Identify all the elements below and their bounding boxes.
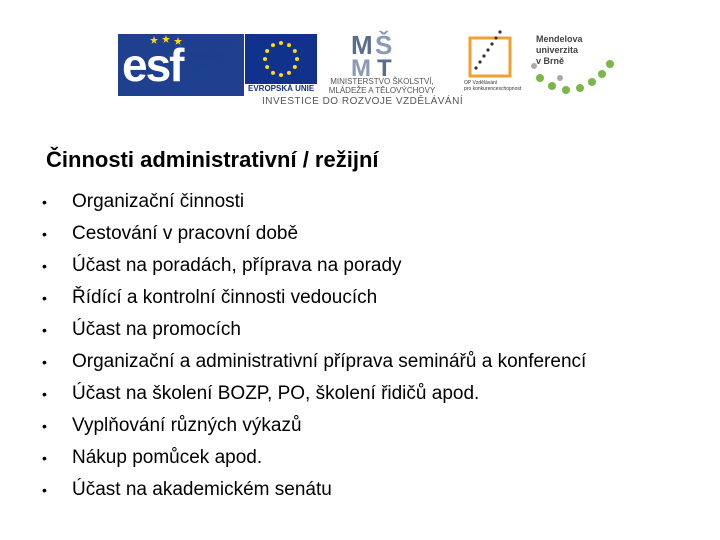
op-caption-line: pro konkurenceschopnost	[464, 86, 522, 92]
bullet-icon: •	[42, 386, 47, 402]
msmt-caption-line: MLÁDEŽE A TĚLOVÝCHOVY	[328, 86, 436, 95]
eu-star	[271, 71, 275, 75]
mendel-line: univerzita	[536, 45, 579, 55]
esf-wordmark: esf	[122, 39, 183, 91]
list-item-text: Organizační činnosti	[72, 191, 245, 212]
list-item-text: Účast na promocích	[72, 319, 241, 340]
eu-star	[265, 49, 269, 53]
eu-star	[287, 43, 291, 47]
list-item-text: Řídící a kontrolní činnosti vedoucích	[72, 287, 378, 308]
list-item-text: Organizační a administrativní příprava seminářů a konferencí	[72, 351, 587, 372]
eu-star	[293, 65, 297, 69]
esf-caption	[190, 40, 238, 73]
eu-stars-icon	[245, 34, 317, 84]
eu-star	[263, 57, 267, 61]
bullet-icon: •	[42, 226, 47, 242]
bullet-icon: •	[42, 258, 47, 274]
msmt-logo	[345, 30, 415, 78]
esf-caption-line: evropský	[190, 39, 239, 51]
mendel-wordmark	[536, 34, 583, 67]
svg-text:M: M	[351, 55, 371, 78]
bullet-icon: •	[42, 322, 47, 338]
bullet-icon: •	[42, 482, 47, 498]
op-logo	[462, 28, 520, 84]
list-item-text: Účast na poradách, příprava na porady	[72, 255, 402, 276]
bullet-icon: •	[42, 354, 47, 370]
esf-caption-line: fond v ČR	[190, 62, 235, 73]
list-item-text: Účast na školení BOZP, PO, školení řidičů apod.	[72, 383, 480, 404]
msmt-caption-line: MINISTERSTVO ŠKOLSTVÍ,	[330, 77, 434, 86]
list-item-text: Vyplňování různých výkazů	[72, 415, 302, 436]
eu-star	[287, 71, 291, 75]
eu-star	[293, 49, 297, 53]
op-caption	[464, 80, 521, 92]
msmt-caption	[322, 77, 442, 95]
op-caption-line: OP Vzdělávání	[464, 80, 498, 86]
investice-tagline: INVESTICE DO ROZVOJE VZDĚLÁVÁNÍ	[262, 96, 464, 107]
eu-flag-logo	[245, 34, 317, 84]
eu-star	[279, 41, 283, 45]
list-item-text: Nákup pomůcek apod.	[72, 447, 263, 468]
logo-header	[0, 0, 720, 120]
mendel-line: v Brně	[536, 56, 565, 66]
list-item-text: Účast na akademickém senátu	[72, 479, 332, 500]
eu-star	[265, 65, 269, 69]
svg-text:Š: Š	[375, 30, 393, 60]
list-item-text: Cestování v pracovní době	[72, 223, 299, 244]
eu-star	[279, 73, 283, 77]
mendel-line: Mendelova	[536, 34, 583, 44]
slide-title: Činnosti administrativní / režijní	[46, 147, 379, 172]
eu-star	[271, 43, 275, 47]
bullet-icon: •	[42, 290, 47, 306]
svg-text:M: M	[351, 30, 373, 60]
eu-star	[295, 57, 299, 61]
bullet-icon: •	[42, 194, 47, 210]
esf-caption-line: sociální	[190, 51, 224, 62]
eu-caption: EVROPSKÁ UNIE	[248, 84, 315, 93]
bullet-icon: •	[42, 418, 47, 434]
bullet-icon: •	[42, 450, 47, 466]
svg-text:T: T	[377, 55, 392, 78]
